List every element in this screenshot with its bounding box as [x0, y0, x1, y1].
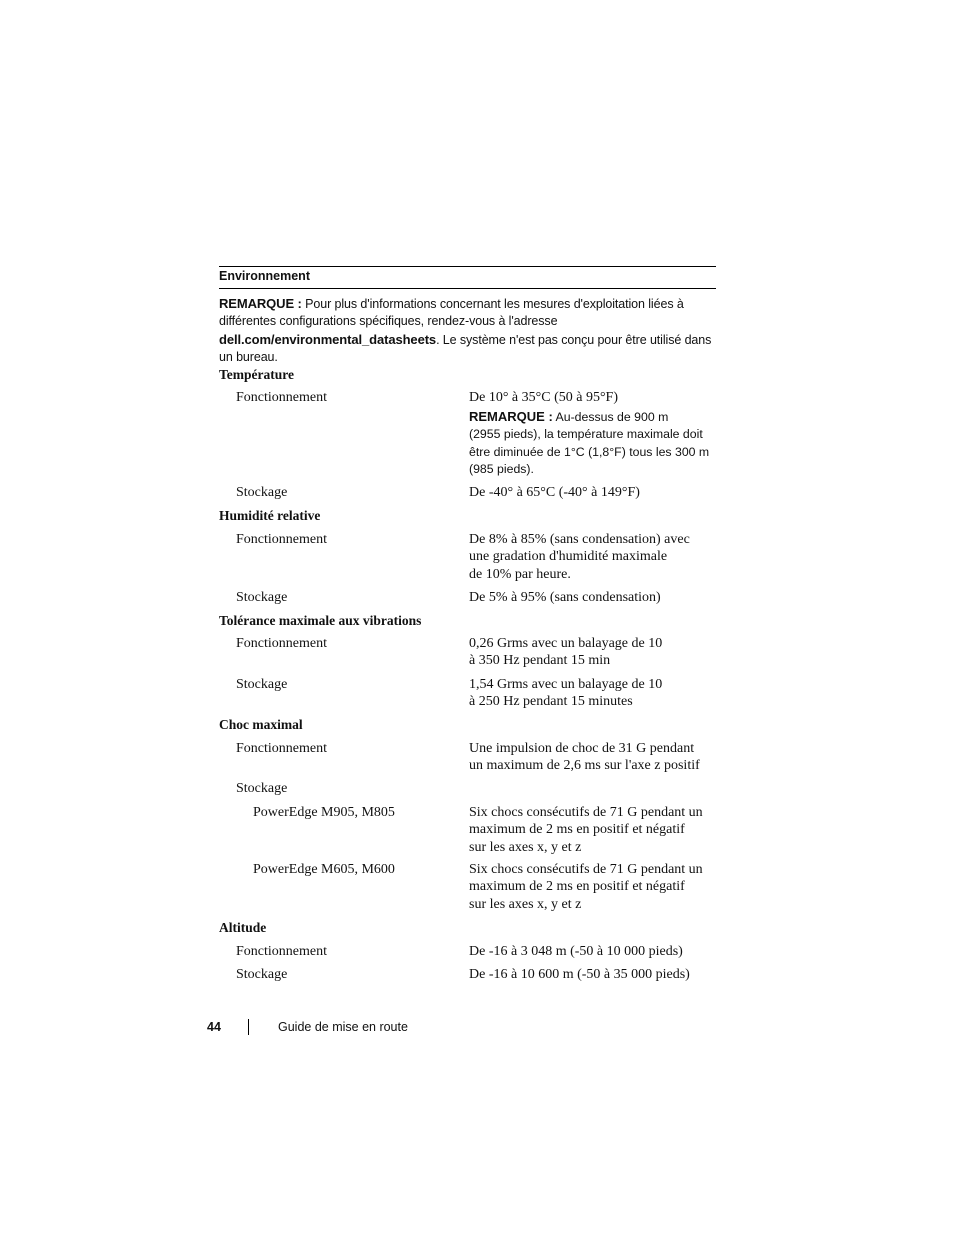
- temperature-note-line4: (985 pieds).: [469, 461, 534, 476]
- temperature-note: [469, 408, 709, 478]
- footer-title: Guide de mise en route: [278, 1020, 408, 1034]
- shock-op-line1: Une impulsion de choc de 31 G pendant: [469, 741, 695, 756]
- altitude-op-value: De -16 à 3 048 m (-50 à 10 000 pieds): [469, 944, 683, 959]
- humidity-op-line1: De 8% à 85% (sans condensation) avec: [469, 532, 690, 547]
- altitude-st-label: Stockage: [236, 967, 288, 982]
- section-altitude: Altitude: [219, 920, 267, 935]
- section-vibration: Tolérance maximale aux vibrations: [219, 613, 422, 628]
- temperature-op-label: Fonctionnement: [236, 390, 327, 405]
- environment-table: [219, 266, 716, 366]
- humidity-op-label: Fonctionnement: [236, 532, 327, 547]
- shock-m905-line3: sur les axes x, y et z: [469, 839, 582, 855]
- altitude-op-label: Fonctionnement: [236, 944, 327, 959]
- temperature-st-label: Stockage: [236, 485, 288, 500]
- shock-m905-line2: maximum de 2 ms en positif et négatif: [469, 822, 685, 838]
- note-block: [219, 295, 716, 366]
- vibration-op-line1: 0,26 Grms avec un balayage de 10: [469, 636, 663, 651]
- section-temperature: Température: [219, 367, 294, 382]
- temperature-note-line2: (2955 pieds), la température maximale doit: [469, 427, 703, 442]
- page-number: 44: [207, 1020, 221, 1034]
- header-rule: [219, 288, 716, 289]
- shock-st-label: Stockage: [236, 781, 288, 796]
- temperature-note-label: REMARQUE :: [469, 409, 553, 424]
- altitude-st-value: De -16 à 10 600 m (-50 à 35 000 pieds): [469, 967, 690, 982]
- shock-op-label: Fonctionnement: [236, 741, 327, 756]
- note-line2: différentes configurations spécifiques, rendez-vous à l'adresse: [219, 314, 558, 329]
- humidity-op-value: [469, 531, 690, 583]
- shock-m905-label: PowerEdge M905, M805: [253, 805, 395, 820]
- shock-m905-value: [469, 804, 703, 856]
- humidity-op-line3: de 10% par heure.: [469, 566, 571, 582]
- vibration-op-value: [469, 635, 662, 670]
- note-line4: un bureau.: [219, 349, 278, 364]
- humidity-st-label: Stockage: [236, 590, 288, 605]
- vibration-st-line1: 1,54 Grms avec un balayage de 10: [469, 677, 663, 692]
- section-humidity: Humidité relative: [219, 508, 321, 523]
- shock-m605-label: PowerEdge M605, M600: [253, 862, 395, 877]
- shock-op-line2: un maximum de 2,6 ms sur l'axe z positif: [469, 758, 700, 774]
- temperature-op-value: De 10° à 35°C (50 à 95°F): [469, 390, 618, 405]
- shock-op-value: [469, 740, 700, 775]
- note-line3: . Le système n'est pas conçu pour être utilisé dans: [436, 332, 712, 347]
- vibration-st-line2: à 250 Hz pendant 15 minutes: [469, 694, 633, 710]
- note-line1: Pour plus d'informations concernant les mesures d'exploitation liées à: [305, 297, 684, 311]
- table-header: Environnement: [219, 269, 310, 283]
- shock-m605-line1: Six chocs consécutifs de 71 G pendant un: [469, 862, 703, 877]
- temperature-note-line1: Au-dessus de 900 m: [555, 410, 669, 424]
- section-shock: Choc maximal: [219, 717, 303, 732]
- shock-m605-value: [469, 861, 703, 913]
- vibration-st-value: [469, 676, 662, 711]
- shock-m605-line2: maximum de 2 ms en positif et négatif: [469, 879, 685, 895]
- vibration-op-line2: à 350 Hz pendant 15 min: [469, 653, 611, 669]
- vibration-op-label: Fonctionnement: [236, 636, 327, 651]
- temperature-note-line3: être diminuée de 1°C (1,8°F) tous les 300 m: [469, 444, 710, 459]
- footer-separator: [248, 1019, 249, 1035]
- shock-m605-line3: sur les axes x, y et z: [469, 896, 582, 912]
- shock-m905-line1: Six chocs consécutifs de 71 G pendant un: [469, 805, 703, 820]
- temperature-st-value: De -40° à 65°C (-40° à 149°F): [469, 485, 640, 500]
- note-label: REMARQUE :: [219, 296, 302, 311]
- vibration-st-label: Stockage: [236, 677, 288, 692]
- note-link: dell.com/environmental_datasheets: [219, 331, 437, 347]
- humidity-st-value: De 5% à 95% (sans condensation): [469, 590, 661, 605]
- humidity-op-line2: une gradation d'humidité maximale: [469, 549, 668, 565]
